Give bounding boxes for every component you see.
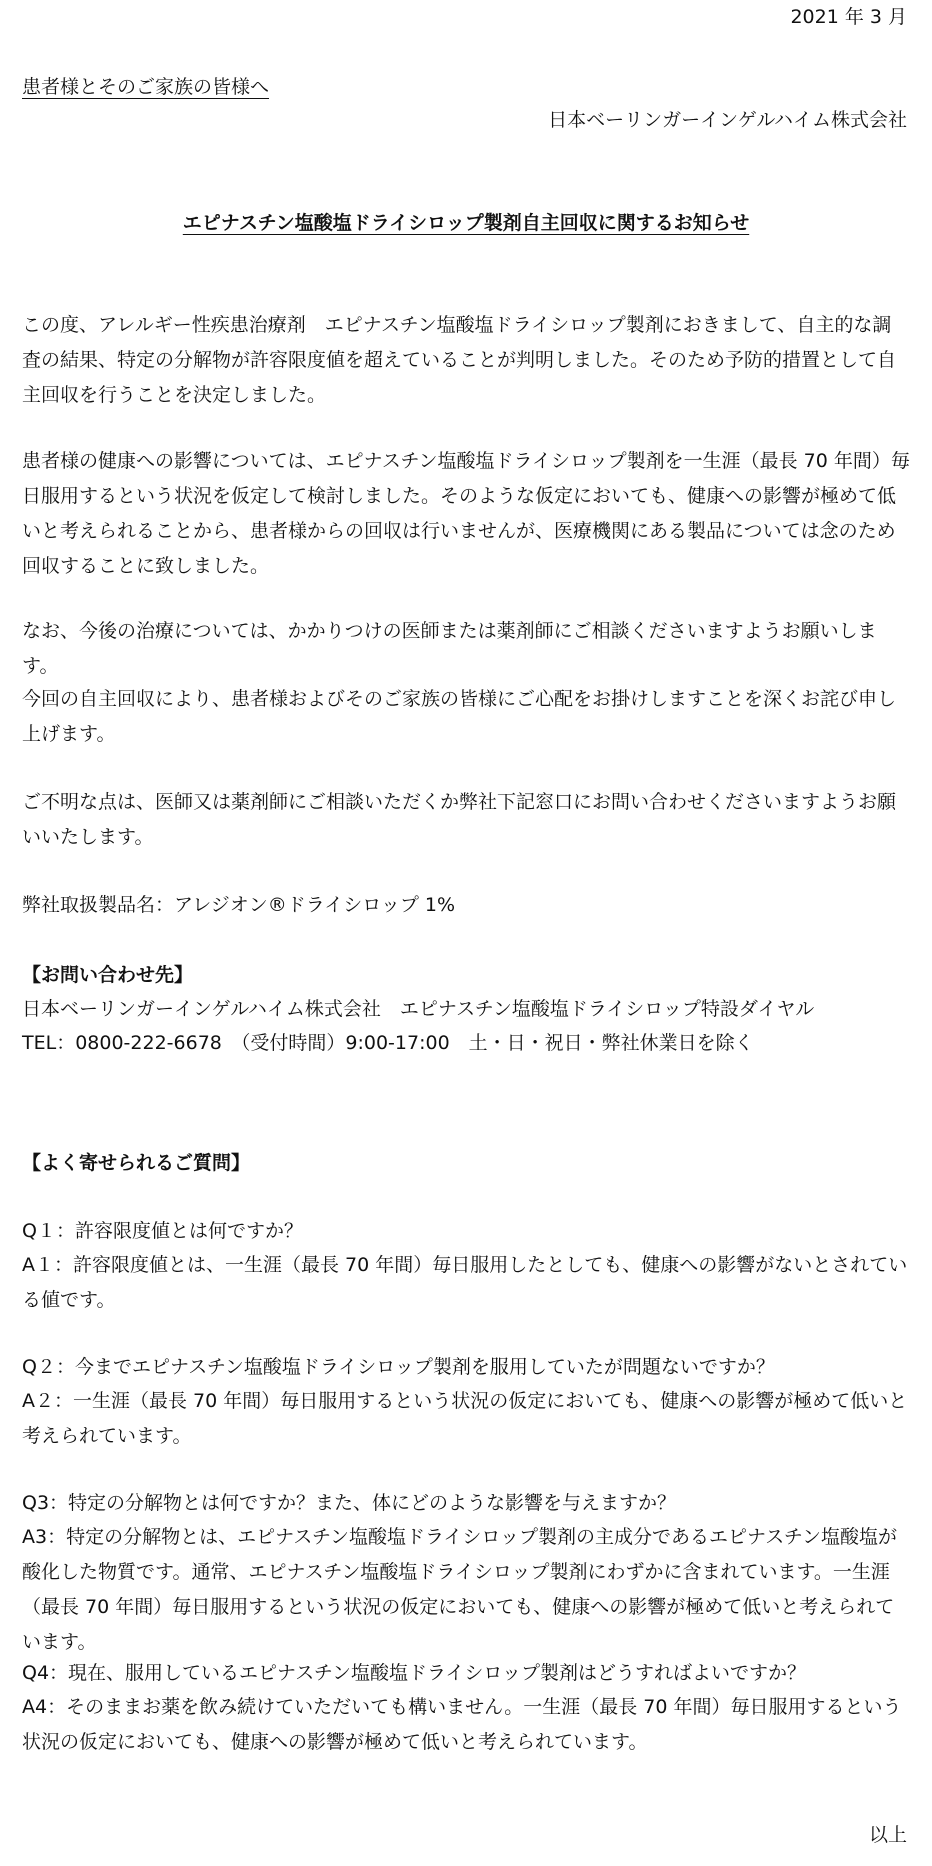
- faq-question-1: Q１：許容限度値とは何ですか？: [22, 1220, 303, 1242]
- body-paragraph-3: なお、今後の治療については、かかりつけの医師または薬剤師にご相談くださいますようお願いします。: [22, 620, 877, 677]
- faq-answer-2: A２：一生涯（最長 70 年間）毎日服用するという状況の仮定においても、健康への影響が極めて低いと考えられています。: [22, 1390, 908, 1447]
- faq-answer-1: A１：許容限度値とは、一生涯（最長 70 年間）毎日服用したとしても、健康への影響がないとされている値です。: [22, 1254, 908, 1311]
- contact-tel-line: TEL：0800-222-6678 （受付時間）9:00-17:00 土・日・祝日・弊社休業日を除く: [22, 1032, 754, 1054]
- faq-answer-4: A4：そのままお薬を飲み続けていただいても構いません。一生涯（最長 70 年間）毎日服用するという状況の仮定においても、健康への影響が極めて低いと考えられています。: [22, 1696, 902, 1753]
- document-title: エピナスチン塩酸塩ドライシロップ製剤自主回収に関するお知らせ: [182, 212, 750, 234]
- contact-dial-line: 日本ベーリンガーインゲルハイム株式会社 エピナスチン塩酸塩ドライシロップ特設ダイヤル: [22, 998, 815, 1020]
- faq-answer-3: A3：特定の分解物とは、エピナスチン塩酸塩ドライシロップ製剤の主成分であるエピナスチン塩酸塩が酸化した物質です。通常、エピナスチン塩酸塩ドライシロップ製剤にわずかに含まれています。一生涯（最長 70 年間）毎日服用するという状況の仮定においても、健康への影響が極めて低いと考えられています。: [22, 1526, 897, 1653]
- closing-mark: 以上: [868, 1824, 907, 1846]
- company-name: 日本ベーリンガーインゲルハイム株式会社: [548, 109, 907, 131]
- contact-heading: 【お問い合わせ先】: [22, 964, 194, 986]
- body-paragraph-5: ご不明な点は、医師又は薬剤師にご相談いただくか弊社下記窓口にお問い合わせくださいますようお願いいたします。: [22, 791, 897, 848]
- faq-question-3: Q3：特定の分解物とは何ですか？また、体にどのような影響を与えますか？: [22, 1492, 677, 1514]
- body-paragraph-2: 患者様の健康への影響については、エピナスチン塩酸塩ドライシロップ製剤を一生涯（最長 70 年間）毎日服用するという状況を仮定して検討しました。そのような仮定においても、健康への影響が極めて低いと考えられることから、患者様からの回収は行いませんが、医療機関にある製品については念のため回収することに致しました。: [22, 450, 910, 577]
- document-date: 2021 年 3 月: [790, 6, 907, 28]
- faq-question-4: Q4：現在、服用しているエピナスチン塩酸塩ドライシロップ製剤はどうすればよいですか？: [22, 1662, 807, 1684]
- faq-heading: 【よく寄せられるご質問】: [22, 1152, 251, 1174]
- product-name-line: 弊社取扱製品名：アレジオン®ドライシロップ 1%: [22, 894, 455, 916]
- body-paragraph-1: この度、アレルギー性疾患治療剤 エピナスチン塩酸塩ドライシロップ製剤におきまして、自主的な調査の結果、特定の分解物が許容限度値を超えていることが判明しました。そのため予防的措置として自主回収を行うことを決定しました。: [22, 314, 897, 406]
- recipient-line: 患者様とそのご家族の皆様へ: [22, 76, 270, 98]
- body-paragraph-4: 今回の自主回収により、患者様およびそのご家族の皆様にご心配をお掛けしますことを深くお詫び申し上げます。: [22, 688, 897, 745]
- faq-question-2: Q２：今までエピナスチン塩酸塩ドライシロップ製剤を服用していたが問題ないですか？: [22, 1356, 775, 1378]
